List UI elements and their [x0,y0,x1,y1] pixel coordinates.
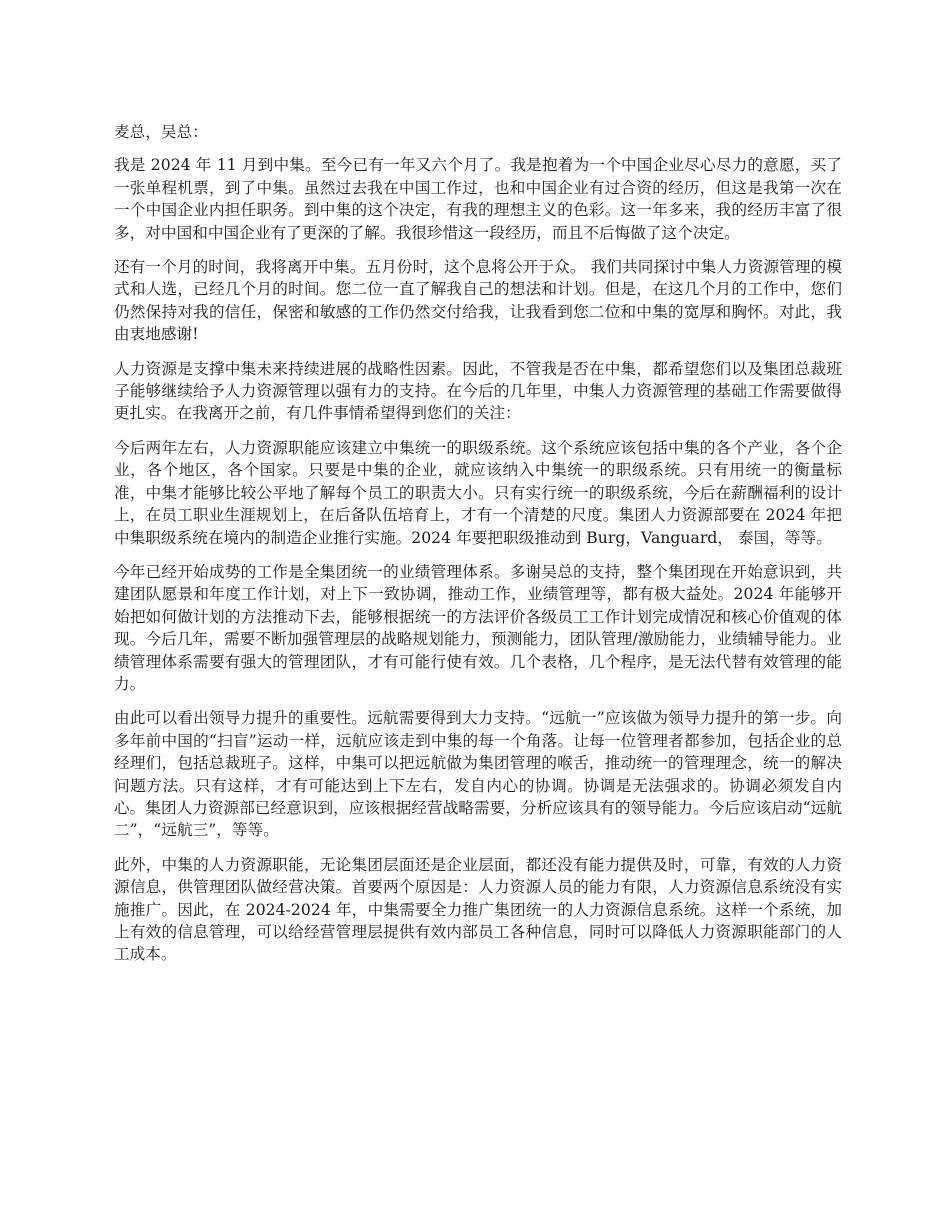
paragraph-job-grading: 今后两年左右，人力资源职能应该建立中集统一的职级系统。这个系统应该包括中集的各个产业，各个企业，各个地区，各个国家。只要是中集的企业，就应该纳入中集统一的职级系统。只有用统一的衡量标准，中集才能够比较公平地了解每个员工的职责大小。只有实行统一的职级系统，今后在薪酬福利的设计上，在员工职业生涯规划上，在后备队伍培育上，才有一个清楚的尺度。集团人力资源部要在 2024 年把中集职级系统在境内的制造企业推行实施。2024 年要把职级推动到 Burg，Vanguard， 泰国，等等。 [114,438,842,547]
paragraph-performance-management: 今年已经开始成势的工作是全集团统一的业绩管理体系。多谢吴总的支持，整个集团现在开始意识到，共建团队愿景和年度工作计划，对上下一致协调，推动工作，业绩管理等，都有极大益处。2024 年能够开始把如何做计划的方法推动下去，能够根据统一的方法评价各级员工工作计划完成情况和核心价值观的体现。今后几年，需要不断加强管理层的战略规划能力，预测能力，团队管理/激励能力，业绩辅导能力。业绩管理体系需要有强大的管理团队，才有可能行使有效。几个表格，几个程序，是无法代替有效管理的能力。 [114,562,842,693]
paragraph-arrival: 我是 2024 年 11 月到中集。至今已有一年又六个月了。我是抱着为一个中国企业尽心尽力的意愿，买了一张单程机票，到了中集。虽然过去我在中国工作过，也和中国企业有过合资的经历，但这是我第一次在一个中国企业内担任职务。到中集的这个决定，有我的理想主义的色彩。这一年多来，我的经历丰富了很多，对中国和中国企业有了更深的了解。我很珍惜这一段经历，而且不后悔做了这个决定。 [114,156,842,242]
paragraph-hr-information-system: 此外，中集的人力资源职能，无论集团层面还是企业层面，都还没有能力提供及时，可靠，有效的人力资源信息，供管理团队做经营决策。首要两个原因是：人力资源人员的能力有限，人力资源信息系统没有实施推广。因此，在 2024-2024 年，中集需要全力推广集团统一的人力资源信息系统。这样一个系统，加上有效的信息管理，可以给经营管理层提供有效内部员工各种信息，同时可以降低人力资源职能部门的人工成本。 [114,855,842,964]
paragraph-departure: 还有一个月的时间，我将离开中集。五月份时，这个息将公开于众。 我们共同探讨中集人力资源管理的模式和人选，已经几个月的时间。您二位一直了解我自己的想法和计划。但是，在这几个月的工作中，您们仍然保持对我的信任，保密和敏感的工作仍然交付给我，让我看到您二位和中集的宽厚和胸怀。对此，我由衷地感谢! [114,258,842,344]
salutation: 麦总，吴总： [114,123,208,141]
letter-body [114,121,842,978]
paragraph-leadership: 由此可以看出领导力提升的重要性。远航需要得到大力支持。“远航一”应该做为领导力提升的第一步。向多年前中国的“扫盲”运动一样，远航应该走到中集的每一个角落。让每一位管理者都参加，包括企业的总经理们，包括总裁班子。这样，中集可以把远航做为集团管理的喉舌，推动统一的管理理念，统一的解决问题方法。只有这样，才有可能达到上下左右，发自内心的协调。协调是无法强求的。协调必须发自内心。集团人力资源部已经意识到，应该根据经营战略需要，分析应该具有的领导能力。今后应该启动“远航二”，“远航三”，等等。 [114,709,842,840]
paragraph-hr-strategy: 人力资源是支撑中集未来持续进展的战略性因素。因此，不管我是否在中集，都希望您们以及集团总裁班子能够继续给予人力资源管理以强有力的支持。在今后的几年里，中集人力资源管理的基础工作需要做得更扎实。在我离开之前，有几件事情希望得到您们的关注： [114,359,842,423]
